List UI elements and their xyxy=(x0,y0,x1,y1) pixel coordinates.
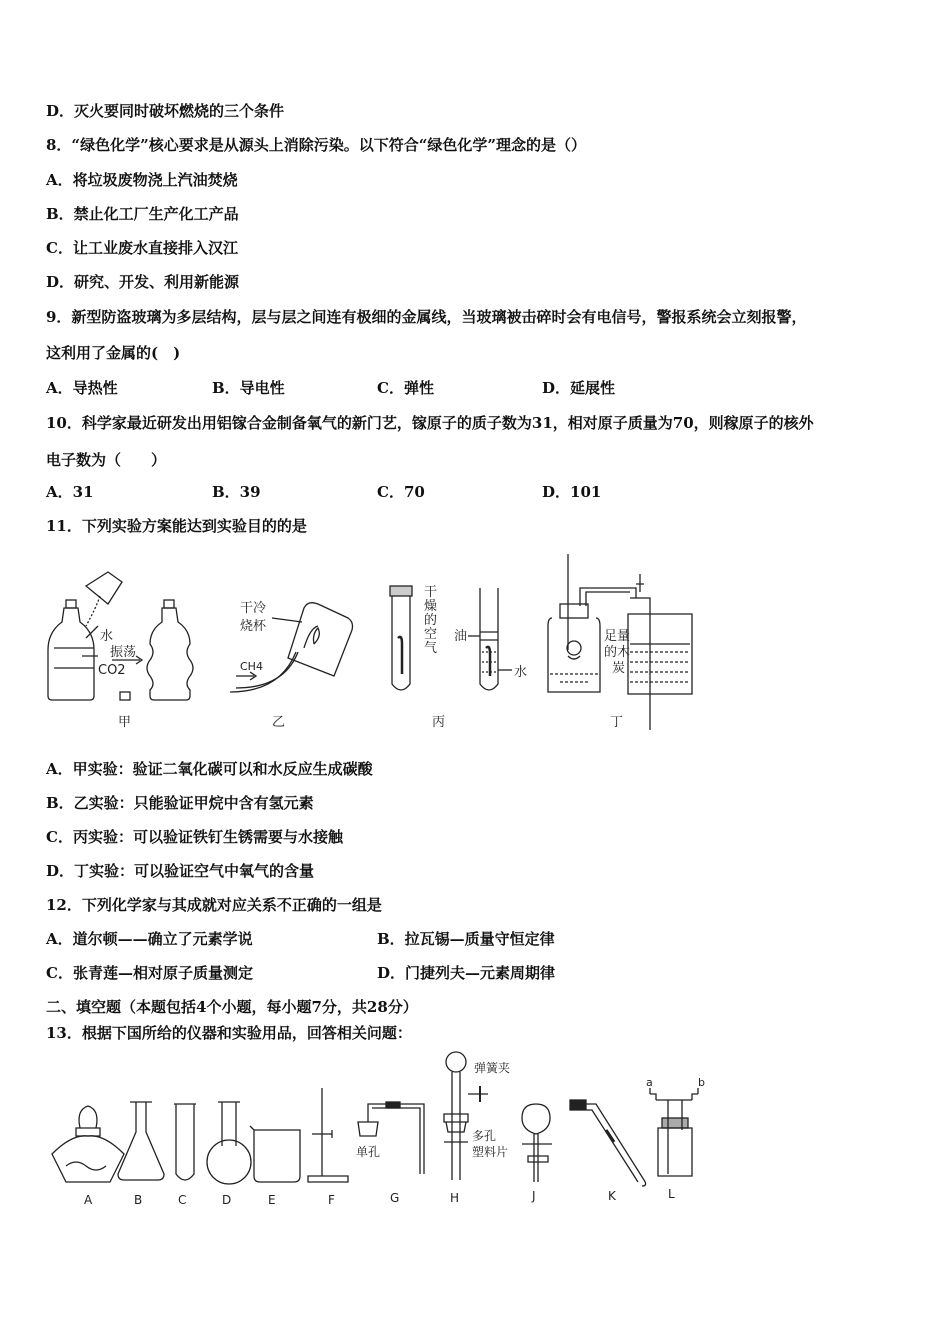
ding-caption: 丁 xyxy=(610,715,624,730)
apparatus-label-g: G xyxy=(390,1191,400,1205)
inverted-beaker-icon xyxy=(230,603,353,692)
q9-stem-line1: 9．新型防盗玻璃为多层结构，层与层之间连有极细的金属线，当玻璃被击碎时会有电信号，警报系统会立刻报警， xyxy=(46,308,807,326)
bing-dry-label-2: 燥 xyxy=(424,599,438,614)
section-2-heading: 二、填空题（本题包括4个小题，每小题7分，共28分） xyxy=(46,998,418,1016)
apparatus-label-f: F xyxy=(328,1193,335,1207)
q11-option-a: A．甲实验：验证二氧化碳可以和水反应生成碳酸 xyxy=(46,760,373,778)
apparatus-label-k: K xyxy=(608,1189,616,1203)
q12-option-b: B．拉瓦锡—质量守恒定律 xyxy=(377,930,555,948)
bing-water-label: 水 xyxy=(514,665,528,680)
q10-option-c: C．70 xyxy=(377,483,425,501)
q8-option-c: C．让工业废水直接排入汉江 xyxy=(46,239,238,257)
q9-option-a: A．导热性 xyxy=(46,379,118,397)
q9-option-d: D．延展性 xyxy=(542,379,616,397)
porous-label-2: 塑料片 xyxy=(472,1145,509,1159)
yi-beaker-label-1: 干冷 xyxy=(240,601,267,616)
bing-dry-label-4: 空 xyxy=(424,627,438,642)
separatory-funnel-icon xyxy=(522,1104,552,1182)
test-tube-icon xyxy=(174,1104,196,1180)
q12-option-a: A．道尔顿——确立了元素学说 xyxy=(46,930,253,948)
q11-stem: 11．下列实验方案能达到实验目的的是 xyxy=(46,517,307,535)
delivery-tube-single-hole-icon xyxy=(358,1102,424,1174)
jia-caption: 甲 xyxy=(118,715,132,730)
q11-option-c: C．丙实验：可以验证铁钉生锈需要与水接触 xyxy=(46,828,343,846)
round-flask-icon xyxy=(207,1102,251,1184)
cap-icon xyxy=(120,692,130,700)
apparatus-label-b: B xyxy=(134,1193,143,1207)
deformed-bottle-icon xyxy=(147,600,193,700)
q12-option-d: D．门捷列夫—元素周期律 xyxy=(377,964,556,982)
test-tube-dry-air-icon xyxy=(390,586,412,690)
bent-tube-with-stopper-icon xyxy=(570,1100,646,1186)
apparatus-label-e: E xyxy=(268,1193,276,1207)
q8-option-a: A．将垃圾废物浇上汽油焚烧 xyxy=(46,171,238,189)
bing-dry-label-5: 气 xyxy=(424,641,438,656)
spring-clip-label: 弹簧夹 xyxy=(474,1061,511,1075)
apparatus-label-h: H xyxy=(450,1191,460,1205)
port-a-label: a xyxy=(646,1076,653,1089)
q8-option-b: B．禁止化工厂生产化工产品 xyxy=(46,205,239,223)
yi-beaker-label-2: 烧杯 xyxy=(240,619,267,634)
q10-option-d: D．101 xyxy=(542,483,602,501)
ding-charcoal-label-2: 的木 xyxy=(604,645,631,660)
bing-oil-label: 油 xyxy=(454,629,468,644)
test-tube-oil-water-icon xyxy=(480,588,498,690)
q12-stem: 12．下列化学家与其成就对应关系不正确的一组是 xyxy=(46,896,382,914)
iron-stand-icon xyxy=(308,1088,348,1182)
apparatus-label-c: C xyxy=(178,1193,187,1207)
bing-dry-label-1: 干 xyxy=(424,585,438,600)
q9-option-c: C．弹性 xyxy=(377,379,434,397)
bing-dry-label-3: 的 xyxy=(424,613,438,628)
apparatus-label-a: A xyxy=(84,1193,93,1207)
q11-experiment-figure xyxy=(40,548,720,738)
beaker-icon xyxy=(250,1126,300,1182)
q10-stem-line2: 电子数为（ ） xyxy=(46,451,167,469)
q7-option-d: D．灭火要同时破坏燃烧的三个条件 xyxy=(46,102,285,120)
gas-washing-bottle-icon xyxy=(650,1088,698,1176)
q10-stem-line1: 10．科学家最近研发出用铝镓合金制备氧气的新门艺，镓原子的质子数为31，相对原子质量为70，则稼原子的核外 xyxy=(46,414,814,432)
bing-caption: 丙 xyxy=(432,715,446,730)
q10-option-b: B．39 xyxy=(212,483,261,501)
ding-charcoal-label-1: 足量 xyxy=(604,629,631,644)
apparatus-label-l: L xyxy=(668,1187,675,1201)
q8-option-d: D．研究、开发、利用新能源 xyxy=(46,273,240,291)
apparatus-label-d: D xyxy=(222,1193,232,1207)
jia-water-label: 水 xyxy=(100,629,114,644)
single-hole-label: 单孔 xyxy=(356,1145,381,1159)
q13-apparatus-figure xyxy=(40,1050,720,1210)
jia-co2-label: CO2 xyxy=(98,663,126,678)
q8-stem: 8．“绿色化学”核心要求是从源头上消除污染。以下符合“绿色化学”理念的是（） xyxy=(46,136,586,154)
porous-label-1: 多孔 xyxy=(472,1129,497,1143)
q11-option-d: D．丁实验：可以验证空气中氧气的含量 xyxy=(46,862,315,880)
yi-ch4-label: CH4 xyxy=(240,660,263,673)
port-b-label: b xyxy=(698,1076,705,1089)
apparatus-label-j: J xyxy=(532,1189,536,1203)
yi-caption: 乙 xyxy=(272,715,286,730)
q9-option-b: B．导电性 xyxy=(212,379,285,397)
q10-option-a: A．31 xyxy=(46,483,94,501)
conical-flask-icon xyxy=(118,1102,164,1180)
ding-charcoal-label-3: 炭 xyxy=(612,661,626,676)
q9-stem-line2: 这利用了金属的( ) xyxy=(46,344,181,362)
q11-option-b: B．乙实验：只能验证甲烷中含有氢元素 xyxy=(46,794,314,812)
q13-stem: 13．根据下国所给的仪器和实验用品，回答相关问题： xyxy=(46,1024,412,1042)
jia-shake-label: 振荡 xyxy=(110,645,137,660)
q12-option-c: C．张青莲—相对原子质量测定 xyxy=(46,964,253,982)
alcohol-lamp-icon xyxy=(52,1106,124,1182)
